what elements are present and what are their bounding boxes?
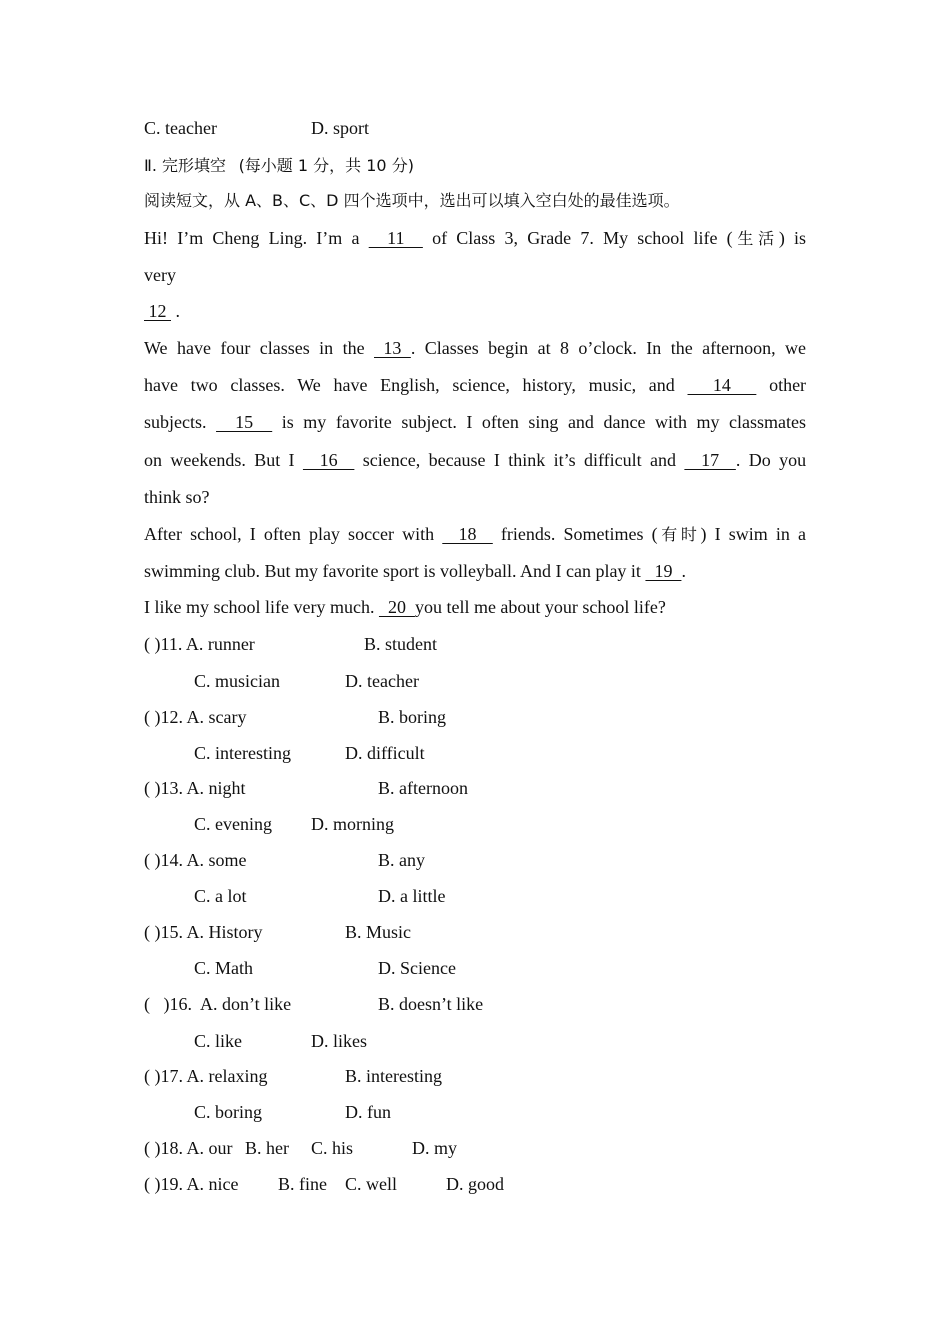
passage-line-4 bbox=[144, 337, 806, 359]
question-15-stem: ( )15. A. History bbox=[144, 922, 263, 942]
passage-text: Hi! I’m Cheng Ling. I’m a bbox=[144, 228, 360, 248]
passage-text: is my favorite subject. I often sing and dance with my classmates bbox=[281, 412, 807, 432]
question-17-option-c: C. boring bbox=[194, 1102, 263, 1122]
question-11-stem: ( )11. A. runner bbox=[144, 634, 255, 654]
question-18-option-d: D. my bbox=[412, 1138, 457, 1158]
passage-line-10 bbox=[144, 560, 686, 582]
blank-14: 14 bbox=[687, 375, 757, 395]
question-16-option-d: D. likes bbox=[311, 1031, 367, 1051]
passage-text: . Do you bbox=[735, 450, 807, 470]
blank-15: 15 bbox=[216, 412, 273, 432]
passage-text: swimming club. But my favorite sport is volleyball. And I can play it bbox=[144, 561, 641, 581]
blank-11: 11 bbox=[368, 228, 423, 248]
question-19-option-c: C. well bbox=[345, 1174, 397, 1194]
passage-text: We have four classes in the bbox=[144, 338, 365, 358]
question-11-option-c: C. musician bbox=[194, 671, 280, 691]
blank-19: 19 bbox=[645, 561, 682, 581]
passage-text: science, because I think it’s difficult and bbox=[362, 450, 677, 470]
passage-line-6 bbox=[144, 411, 806, 433]
question-17-option-b: B. interesting bbox=[345, 1066, 442, 1086]
question-12-option-c: C. interesting bbox=[194, 743, 291, 763]
passage-line-8: think so? bbox=[144, 487, 210, 507]
question-16-option-b: B. doesn’t like bbox=[378, 994, 484, 1014]
question-14-option-d: D. a little bbox=[378, 886, 446, 906]
question-11-option-d: D. teacher bbox=[345, 671, 419, 691]
question-17-stem: ( )17. A. relaxing bbox=[144, 1066, 268, 1086]
blank-12: 12 bbox=[144, 301, 171, 321]
blank-18: 18 bbox=[442, 524, 493, 544]
passage-text: ) is bbox=[778, 228, 807, 248]
question-19-stem: ( )19. A. nice bbox=[144, 1174, 239, 1194]
question-19-option-b: B. fine bbox=[278, 1174, 327, 1194]
passage-line-2: very bbox=[144, 265, 176, 285]
passage-text: . bbox=[681, 561, 686, 581]
passage-line-11 bbox=[144, 596, 666, 618]
passage-line-3 bbox=[144, 300, 180, 322]
question-16-stem: ( )16. A. don’t like bbox=[144, 994, 292, 1014]
passage-text: have two classes. We have English, science, history, music, and bbox=[144, 375, 675, 395]
section-instruction: 阅读短文，从 A、B、C、D 四个选项中，选出可以填入空白处的最佳选项。 bbox=[144, 191, 680, 210]
passage-text: on weekends. But I bbox=[144, 450, 295, 470]
question-18-option-b: B. her bbox=[245, 1138, 289, 1158]
passage-text: you tell me about your school life? bbox=[414, 597, 666, 617]
prev-option-d: D. sport bbox=[311, 118, 369, 138]
question-14-stem: ( )14. A. some bbox=[144, 850, 247, 870]
question-11-option-b: B. student bbox=[364, 634, 438, 654]
question-14-option-b: B. any bbox=[378, 850, 425, 870]
question-15-option-c: C. Math bbox=[194, 958, 254, 978]
question-12-option-b: B. boring bbox=[378, 707, 447, 727]
prev-option-c: C. teacher bbox=[144, 118, 217, 138]
question-12-stem: ( )12. A. scary bbox=[144, 707, 247, 727]
passage-line-1 bbox=[144, 227, 806, 250]
question-13-stem: ( )13. A. night bbox=[144, 778, 246, 798]
question-18-option-c: C. his bbox=[311, 1138, 354, 1158]
passage-text: ) I swim in a bbox=[700, 524, 806, 544]
passage-text: subjects. bbox=[144, 412, 207, 432]
blank-13: 13 bbox=[374, 338, 411, 358]
question-15-option-d: D. Science bbox=[378, 958, 456, 978]
section-title: Ⅱ. 完形填空 bbox=[144, 156, 227, 175]
blank-20: 20 bbox=[378, 597, 415, 617]
passage-text: . Classes begin at 8 o’clock. In the afternoon, we bbox=[410, 338, 807, 358]
question-13-option-c: C. evening bbox=[194, 814, 272, 834]
passage-line-9 bbox=[144, 523, 806, 546]
passage-line-5 bbox=[144, 374, 806, 396]
passage-text: After school, I often play soccer with bbox=[144, 524, 435, 544]
passage-text: I like my school life very much. bbox=[144, 597, 375, 617]
passage-text: of Class 3, Grade 7. My school life ( bbox=[432, 228, 733, 248]
blank-17: 17 bbox=[684, 450, 736, 470]
section-points: (每小题 1 分，共 10 分) bbox=[238, 156, 414, 175]
section-heading bbox=[144, 154, 414, 177]
question-13-option-d: D. morning bbox=[311, 814, 394, 834]
passage-text: . bbox=[175, 301, 180, 321]
question-17-option-d: D. fun bbox=[345, 1102, 391, 1122]
question-16-option-c: C. like bbox=[194, 1031, 242, 1051]
passage-cjk-note: 有时 bbox=[657, 525, 701, 544]
blank-16: 16 bbox=[302, 450, 355, 470]
question-19-option-d: D. good bbox=[446, 1174, 504, 1194]
passage-text: other bbox=[769, 375, 807, 395]
question-12-option-d: D. difficult bbox=[345, 743, 425, 763]
passage-text: friends. Sometimes ( bbox=[500, 524, 658, 544]
passage-cjk-note: 生活 bbox=[732, 229, 779, 248]
question-15-option-b: B. Music bbox=[345, 922, 412, 942]
question-18-stem: ( )18. A. our bbox=[144, 1138, 233, 1158]
question-13-option-b: B. afternoon bbox=[378, 778, 468, 798]
passage-line-7 bbox=[144, 449, 806, 471]
question-14-option-c: C. a lot bbox=[194, 886, 247, 906]
